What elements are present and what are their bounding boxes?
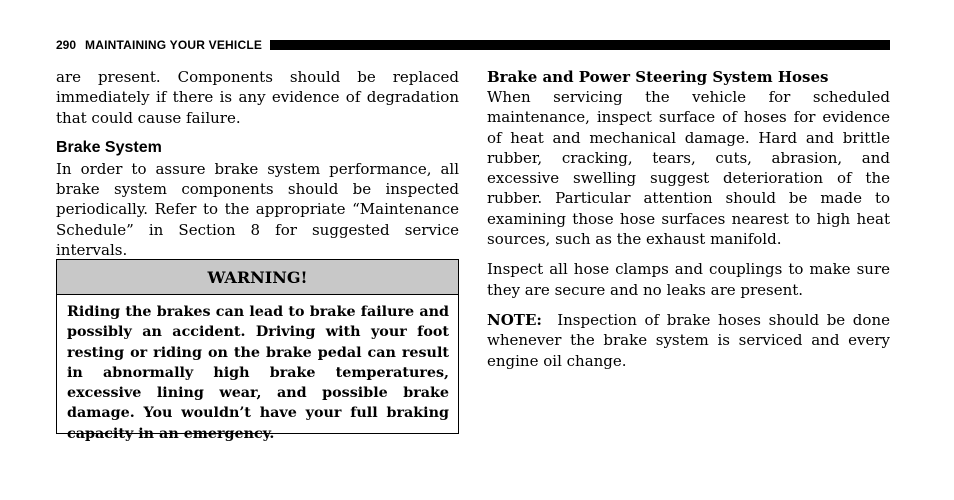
left-column xyxy=(56,67,459,260)
hoses-paragraph: When servicing the vehicle for scheduled maintenance, inspect surface of hoses for evidence of heat and mechanical damage. Hard and brittle rubber, cracking, tears, cuts, abrasion, and excessive swelling suggest deterioration of the rubber. Particular attention should be made to examining those hose surfaces nearest to high heat sources, such as the exhaust manifold. xyxy=(487,88,890,249)
page-number: 290 xyxy=(56,38,77,52)
note-label: NOTE: xyxy=(487,310,542,329)
brake-system-heading: Brake System xyxy=(56,138,162,156)
note-paragraph xyxy=(487,310,890,371)
section-title: MAINTAINING YOUR VEHICLE xyxy=(85,38,263,52)
warning-box xyxy=(56,259,459,442)
header-rule xyxy=(270,40,890,50)
note-text: Inspection of brake hoses should be done whenever the brake system is serviced and every engine oil change. xyxy=(487,310,890,370)
warning-text: Riding the brakes can lead to brake failure and possibly an accident. Driving with your foot resting or riding on the brake pedal can result in abnormally high brake temperatures, excessive lining wear, and possible brake damage. You wouldn’t have your full braking capacity in an emergency. xyxy=(67,304,449,442)
clamps-paragraph: Inspect all hose clamps and couplings to make sure they are secure and no leaks are present. xyxy=(487,260,890,299)
right-column xyxy=(487,67,890,371)
warning-title: WARNING! xyxy=(57,260,458,295)
hoses-heading: Brake and Power Steering System Hoses xyxy=(487,68,829,86)
page-header xyxy=(56,38,890,52)
brake-system-paragraph: In order to assure brake system performance, all brake system components should be inspected periodically. Refer to the appropriate “Maintenance Schedule” in Section 8 for suggested service intervals. xyxy=(56,159,459,260)
intro-paragraph: are present. Components should be replaced immediately if there is any evidence of degradation that could cause failure. xyxy=(56,68,459,127)
